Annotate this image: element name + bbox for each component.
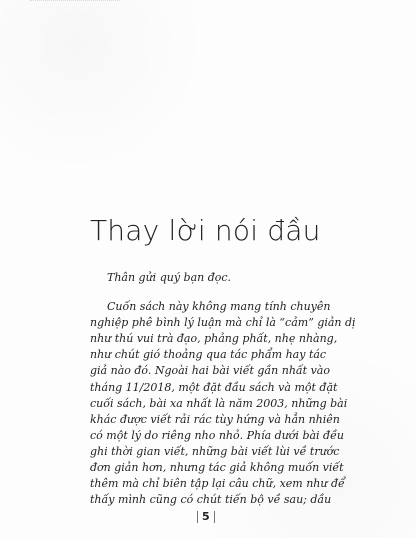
paragraph-line: tháng 11/2018, một đặt đầu sách và một đặt	[90, 380, 338, 394]
page-number-left-bar	[197, 511, 198, 523]
page-number	[197, 510, 215, 523]
paragraph-line: khác được viết rải rác tùy hứng và hẳn nhiên	[90, 412, 340, 426]
paragraph-line: như chút gió thoảng qua tác phẩm hay tác	[90, 348, 327, 362]
scan-mark	[30, 0, 120, 7]
paragraph-line: cuối sách, bài xa nhất là năm 2003, những bài	[90, 396, 348, 410]
greeting-line: Thân gửi quý bạn đọc.	[107, 271, 232, 284]
chapter-title: Thay lời nói đầu	[90, 214, 321, 247]
paragraph-line: có một lý do riêng nho nhỏ. Phía dưới bài đều	[90, 428, 344, 442]
body-text	[90, 270, 365, 508]
paragraph-line: như thú vui trà đạo, phảng phất, nhẹ nhàng,	[90, 332, 338, 346]
paragraph-line: thấy mình cũng có chút tiến bộ về sau; dầu	[90, 493, 332, 507]
paragraph-line: ghi thời gian viết, những bài viết lùi về trước	[90, 444, 340, 458]
paragraph-line: nghiệp phê bình lý luận mà chỉ là “cảm” giản dị	[90, 316, 356, 330]
paragraph-line: thêm mà chỉ biên tập lại câu chữ, xem như để	[90, 477, 345, 491]
page-number-text: 5	[202, 510, 210, 523]
paragraph-line: đơn giản hơn, nhưng tác giả không muốn viết	[90, 461, 344, 475]
paragraph-line: Cuốn sách này không mang tính chuyên	[107, 300, 331, 314]
page-number-right-bar	[214, 511, 215, 523]
paragraph-line: giả nào đó. Ngoài hai bài viết gần nhất vào	[90, 364, 330, 378]
